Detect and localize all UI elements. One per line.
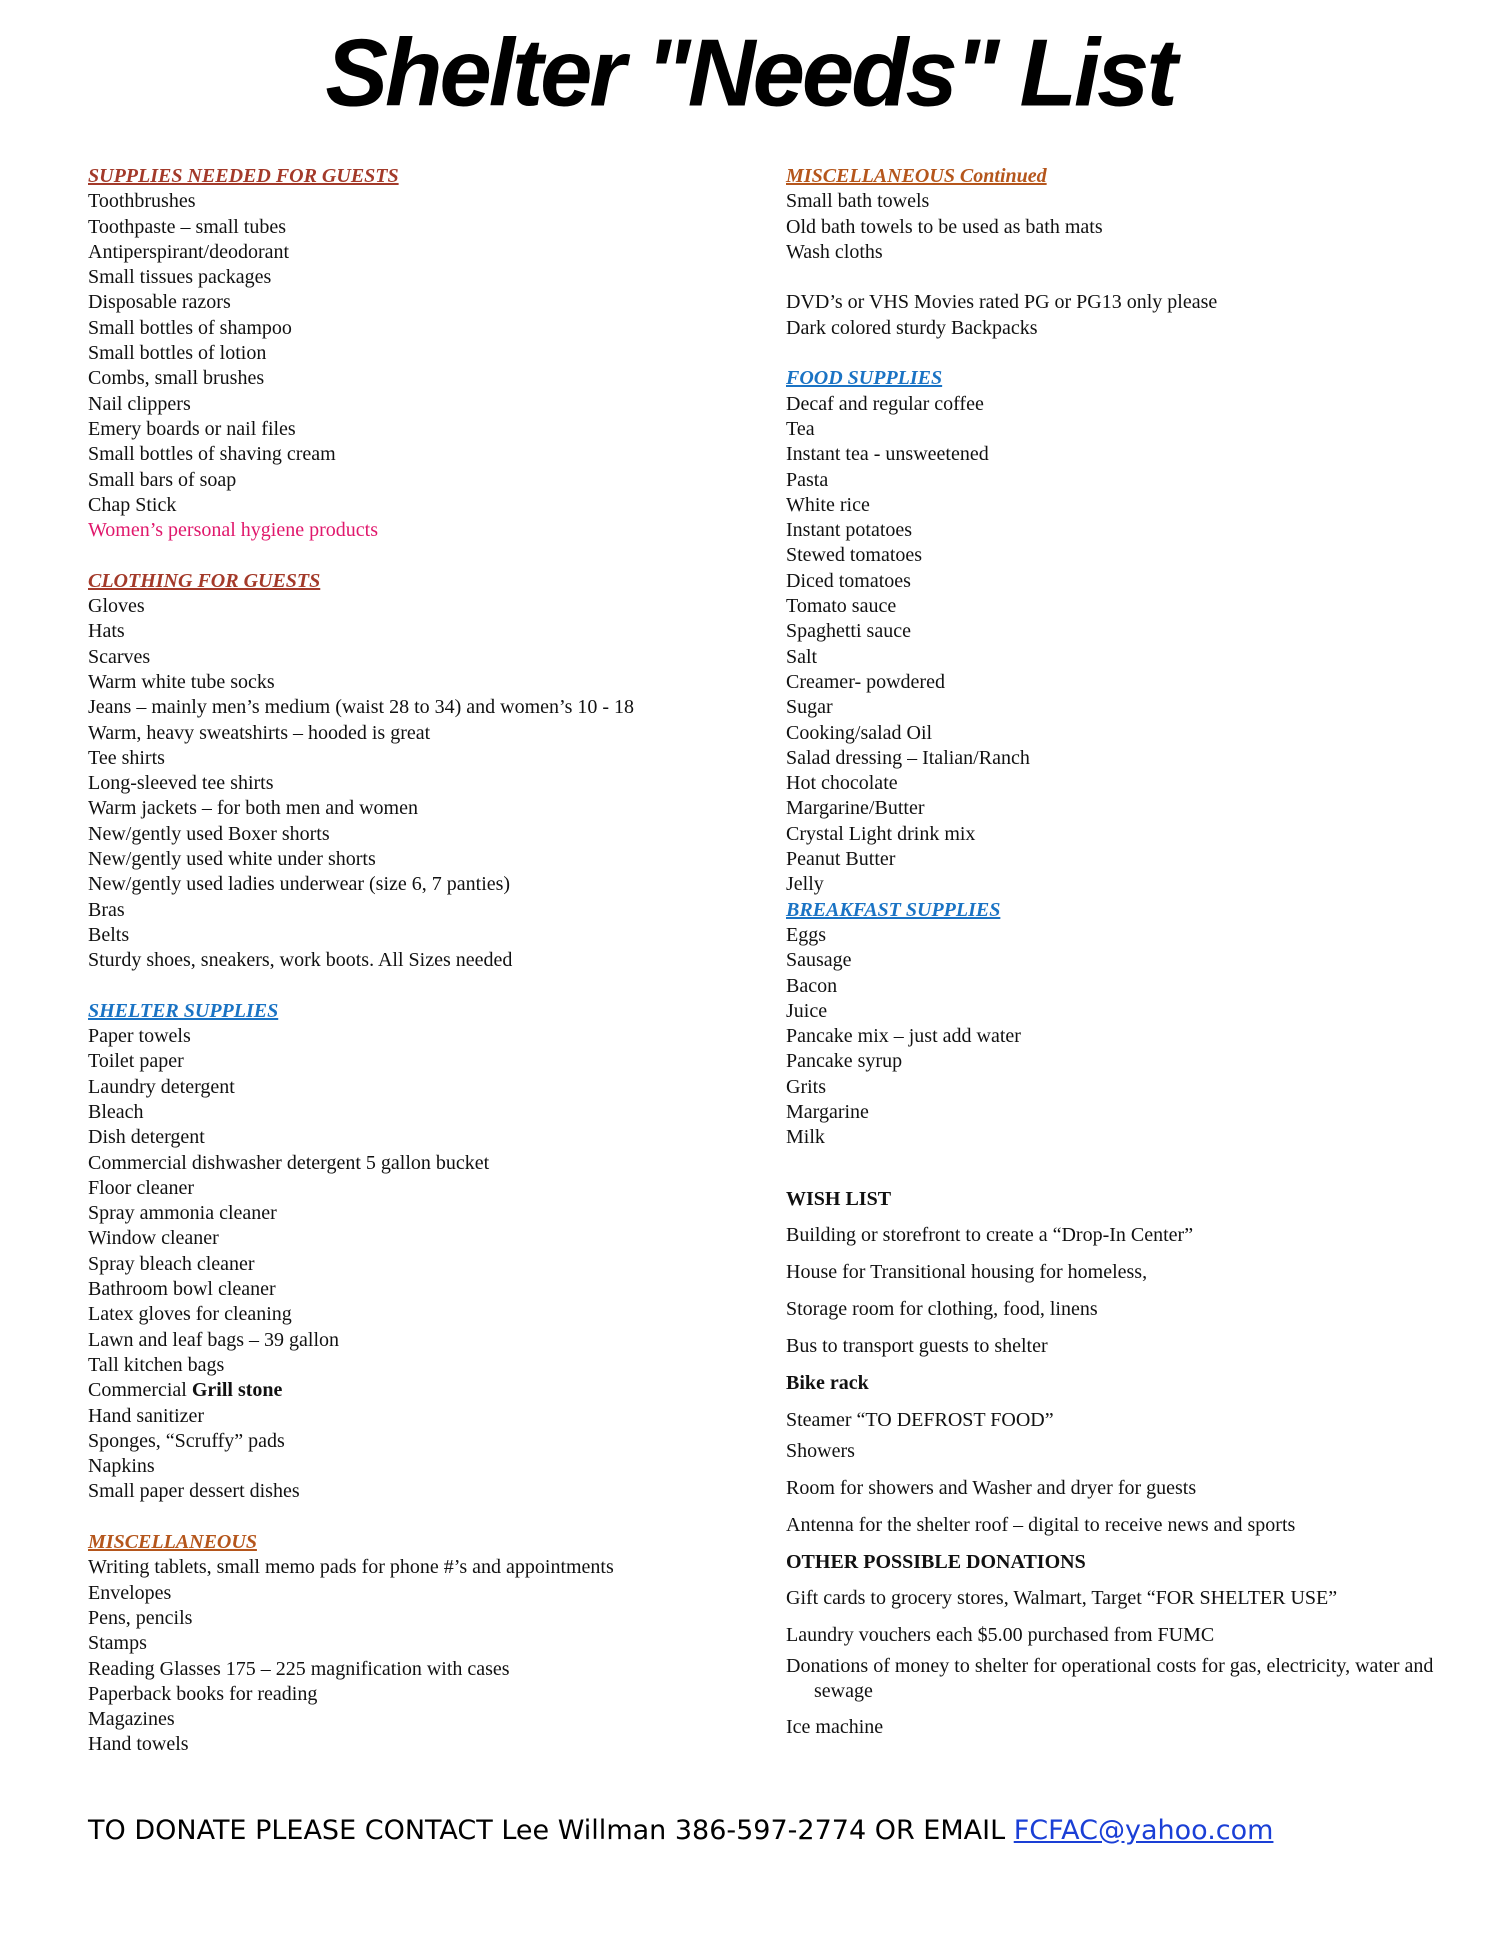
- list-item: Hand sanitizer: [88, 1404, 205, 1427]
- list-item: Margarine/Butter: [786, 797, 925, 820]
- list-item: Small bottles of lotion: [88, 342, 267, 365]
- list-item: Stewed tomatoes: [786, 544, 923, 567]
- list-item: New/gently used white under shorts: [88, 848, 376, 871]
- list-item: Floor cleaner: [88, 1176, 195, 1199]
- list-item-hygiene: Women’s personal hygiene products: [88, 519, 378, 542]
- list-item: Toothbrushes: [88, 190, 196, 213]
- section-heading-wish-list: WISH LIST: [786, 1187, 892, 1210]
- other-item-gift-cards: Gift cards to grocery stores, Walmart, Target “FOR SHELTER USE”: [786, 1586, 1338, 1609]
- list-item: Small paper dessert dishes: [88, 1480, 300, 1503]
- list-item: Hats: [88, 620, 125, 643]
- clothing-list: [88, 594, 748, 973]
- list-item: Bleach: [88, 1100, 144, 1123]
- list-item: Pancake mix – just add water: [786, 1025, 1021, 1048]
- breakfast-list: [786, 923, 1486, 1151]
- list-item: Sausage: [786, 949, 852, 972]
- list-item: New/gently used ladies underwear (size 6, 7 panties): [88, 873, 511, 896]
- list-item: Showers: [786, 1439, 855, 1462]
- list-item: Paperback books for reading: [88, 1682, 318, 1705]
- shelter-supplies-list-2: [88, 1404, 748, 1505]
- list-item: Envelopes: [88, 1581, 172, 1604]
- list-item: Reading Glasses 175 – 225 magnification with cases: [88, 1657, 510, 1680]
- miscellaneous-list: [88, 1555, 748, 1757]
- list-item: Scarves: [88, 645, 151, 668]
- list-item: Sturdy shoes, sneakers, work boots. All Sizes needed: [88, 949, 513, 972]
- list-item: Room for showers and Washer and dryer for guests: [786, 1476, 1197, 1499]
- list-item: Wash cloths: [786, 240, 883, 263]
- list-item: Tea: [786, 417, 815, 440]
- list-item: Jeans – mainly men’s medium (waist 28 to 34) and women’s 10 - 18: [88, 696, 635, 719]
- list-item: Small bottles of shampoo: [88, 316, 292, 339]
- misc-continued-list: [786, 189, 1486, 265]
- section-heading-shelter-supplies: SHELTER SUPPLIES: [88, 999, 279, 1022]
- shelter-supplies-list: [88, 1024, 748, 1378]
- list-item: Pancake syrup: [786, 1050, 903, 1073]
- list-item: Sugar: [786, 696, 833, 719]
- other-item-money: Donations of money to shelter for operational costs for gas, electricity, water and sewage: [786, 1654, 1434, 1702]
- list-item: Warm white tube socks: [88, 670, 275, 693]
- list-item: Instant potatoes: [786, 519, 913, 542]
- list-item: Dark colored sturdy Backpacks: [786, 316, 1038, 339]
- grill-bold: Grill stone: [191, 1379, 283, 1402]
- section-heading-food: FOOD SUPPLIES: [786, 367, 943, 390]
- section-heading-clothing: CLOTHING FOR GUESTS: [88, 569, 321, 592]
- list-item: Small bottles of shaving cream: [88, 443, 336, 466]
- donate-contact-footer: [88, 1815, 1488, 1846]
- other-item-ice-machine: Ice machine: [786, 1715, 884, 1738]
- list-item: Instant tea - unsweetened: [786, 443, 989, 466]
- list-item: Pasta: [786, 468, 829, 491]
- list-item-grill-stone: [88, 1378, 748, 1403]
- list-item: Emery boards or nail files: [88, 417, 296, 440]
- wish-item-bike-rack: Bike rack: [786, 1371, 869, 1394]
- list-item: Belts: [88, 923, 130, 946]
- grill-prefix: Commercial: [88, 1379, 192, 1402]
- list-item: Margarine: [786, 1100, 869, 1123]
- supplies-list: [88, 189, 748, 518]
- list-item: Window cleaner: [88, 1227, 219, 1250]
- list-item: Tall kitchen bags: [88, 1353, 225, 1376]
- page-title: Shelter "Needs" List: [325, 18, 1175, 127]
- list-item: Chap Stick: [88, 493, 177, 516]
- list-item: New/gently used Boxer shorts: [88, 822, 330, 845]
- list-item: Peanut Butter: [786, 848, 896, 871]
- list-item: Spaghetti sauce: [786, 620, 911, 643]
- list-item: Commercial dishwasher detergent 5 gallon bucket: [88, 1151, 490, 1174]
- list-item: Hot chocolate: [786, 772, 898, 795]
- list-item: Spray ammonia cleaner: [88, 1202, 277, 1225]
- list-item: Lawn and leaf bags – 39 gallon: [88, 1328, 340, 1351]
- list-item: Small bath towels: [786, 190, 930, 213]
- list-item: Decaf and regular coffee: [786, 392, 984, 415]
- list-item: Old bath towels to be used as bath mats: [786, 215, 1103, 238]
- list-item: Cooking/salad Oil: [786, 721, 933, 744]
- list-item: Storage room for clothing, food, linens: [786, 1297, 1098, 1320]
- list-item: Building or storefront to create a “Drop-In Center”: [786, 1223, 1194, 1246]
- list-item: Jelly: [786, 873, 824, 896]
- list-item: Tee shirts: [88, 746, 165, 769]
- list-item: Creamer- powdered: [786, 670, 945, 693]
- section-heading-other-donations: OTHER POSSIBLE DONATIONS: [786, 1550, 1086, 1573]
- left-column: [88, 164, 748, 1758]
- list-item: Milk: [786, 1126, 825, 1149]
- list-item: Bus to transport guests to shelter: [786, 1334, 1048, 1357]
- misc-continued-list-2: [786, 290, 1486, 341]
- list-item: Writing tablets, small memo pads for phone #’s and appointments: [88, 1556, 614, 1579]
- list-item: DVD’s or VHS Movies rated PG or PG13 only please: [786, 291, 1218, 314]
- food-list: [786, 392, 1486, 898]
- list-item: Small tissues packages: [88, 266, 272, 289]
- list-item: Antenna for the shelter roof – digital to receive news and sports: [786, 1513, 1296, 1536]
- section-heading-misc-continued: MISCELLANEOUS Continued: [786, 165, 1047, 187]
- list-item: Bacon: [786, 974, 838, 997]
- list-item: Disposable razors: [88, 291, 231, 314]
- list-item: Warm jackets – for both men and women: [88, 797, 418, 820]
- list-item: Bathroom bowl cleaner: [88, 1278, 276, 1301]
- list-item: Spray bleach cleaner: [88, 1252, 255, 1275]
- list-item: House for Transitional housing for homeless,: [786, 1260, 1148, 1283]
- list-item: Sponges, “Scruffy” pads: [88, 1429, 285, 1452]
- list-item: Paper towels: [88, 1025, 191, 1048]
- list-item: Magazines: [88, 1708, 175, 1731]
- list-item: Tomato sauce: [786, 595, 897, 618]
- list-item: Pens, pencils: [88, 1606, 193, 1629]
- section-heading-miscellaneous: MISCELLANEOUS: [88, 1531, 257, 1554]
- list-item: Small bars of soap: [88, 468, 237, 491]
- list-item: Warm, heavy sweatshirts – hooded is great: [88, 721, 431, 744]
- section-heading-breakfast: BREAKFAST SUPPLIES: [786, 898, 1001, 921]
- list-item: Toothpaste – small tubes: [88, 215, 287, 238]
- list-item: Laundry detergent: [88, 1075, 235, 1098]
- other-item-laundry-vouchers: Laundry vouchers each $5.00 purchased from FUMC: [786, 1623, 1215, 1646]
- list-item: Grits: [786, 1075, 826, 1098]
- list-item: Salt: [786, 645, 818, 668]
- list-item: Napkins: [88, 1455, 155, 1478]
- list-item: Latex gloves for cleaning: [88, 1303, 292, 1326]
- list-item: Dish detergent: [88, 1126, 205, 1149]
- list-item: Toilet paper: [88, 1050, 184, 1073]
- list-item: Juice: [786, 999, 828, 1022]
- list-item: Salad dressing – Italian/Ranch: [786, 746, 1030, 769]
- list-item: Eggs: [786, 923, 826, 946]
- list-item: Bras: [88, 898, 125, 921]
- list-item: Crystal Light drink mix: [786, 822, 976, 845]
- list-item: Diced tomatoes: [786, 569, 911, 592]
- list-item: Antiperspirant/deodorant: [88, 240, 290, 263]
- section-heading-supplies: SUPPLIES NEEDED FOR GUESTS: [88, 165, 399, 187]
- list-item: Combs, small brushes: [88, 367, 265, 390]
- wish-list-2: [786, 1439, 1486, 1538]
- list-item: Gloves: [88, 595, 145, 618]
- list-item: Nail clippers: [88, 392, 191, 415]
- footer-text: TO DONATE PLEASE CONTACT Lee Willman 386-597-2774 OR EMAIL: [88, 1815, 1014, 1846]
- list-item: Stamps: [88, 1632, 147, 1655]
- wish-item-steamer: Steamer “TO DEFROST FOOD”: [786, 1408, 1054, 1431]
- list-item: Long-sleeved tee shirts: [88, 772, 274, 795]
- list-item: White rice: [786, 493, 870, 516]
- wish-list: [786, 1223, 1486, 1359]
- right-column: [786, 164, 1486, 1752]
- email-link[interactable]: FCFAC@yahoo.com: [1013, 1815, 1274, 1846]
- list-item: Hand towels: [88, 1733, 189, 1756]
